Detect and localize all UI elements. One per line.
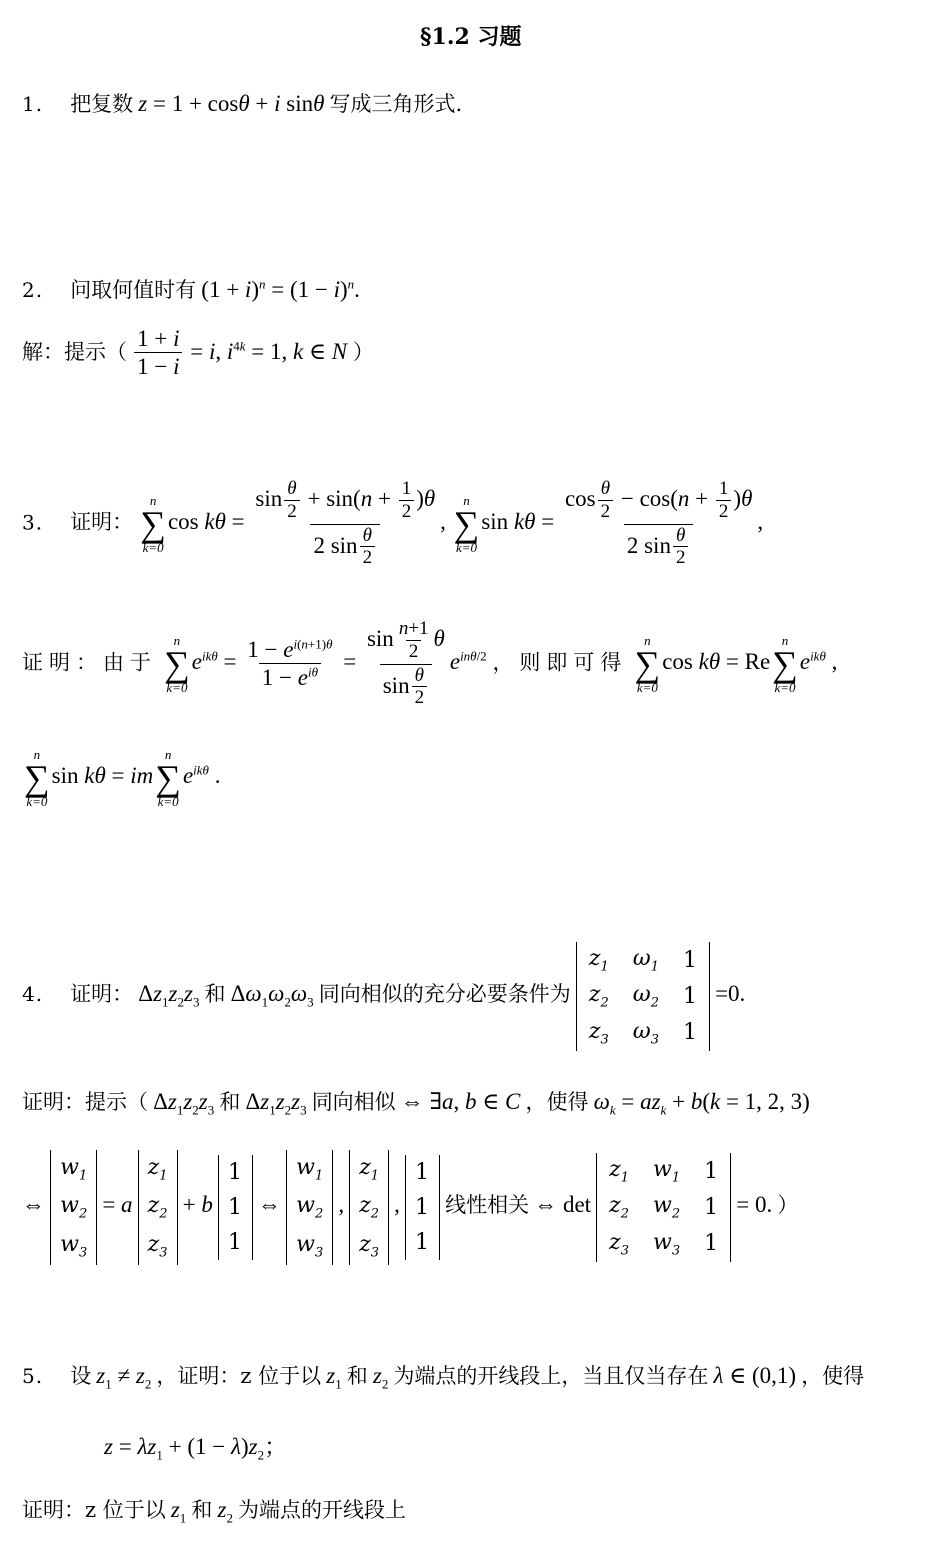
problem-2 [22, 274, 360, 304]
problem-number: 5. [22, 1364, 44, 1388]
proof-label: 证明：z 位于以 [22, 1498, 166, 1522]
problem-text: ，证明：z 位于以 [156, 1364, 322, 1388]
problem-text: ，使得 [801, 1364, 865, 1388]
matrix-z: $z_1$ $z_2$ $z_3$ [138, 1150, 178, 1265]
problem-text: 设 [70, 1364, 92, 1388]
page-title: §1.2 习题 [420, 24, 522, 50]
matrix-w: $w_1$ $w_2$ $w_3$ [50, 1150, 97, 1265]
formula: n ∑ k=0 cos kθ = Re n ∑ k=0 $e^{ik\theta}$ , [634, 633, 838, 696]
formula: $z_1 \ne z_2$ [96, 1363, 152, 1392]
formula: ⇔ [22, 1192, 45, 1218]
problem-3-proof [22, 618, 837, 710]
formula: $\Delta z_1z_2z_3$ [245, 1089, 307, 1118]
matrix-ones: 1 1 1 [405, 1155, 440, 1260]
proof-text: ，使得 [525, 1090, 589, 1114]
problem-text: 证明： [70, 982, 134, 1007]
formula: ⇔ [258, 1192, 282, 1218]
problem-5 [22, 1360, 864, 1393]
formula: ⇔ det [534, 1192, 592, 1218]
problem-text: 和 [346, 1364, 368, 1388]
formula: z = 1 + cosθ + i sinθ [138, 91, 325, 116]
problem-text: 问取何值时有 [70, 278, 197, 302]
formula: $\Delta z_1z_2z_3$ [138, 981, 200, 1010]
problem-text: 和 [204, 982, 226, 1007]
formula: , [338, 1192, 345, 1218]
matrix-z: $z_1$ $z_2$ $z_3$ [349, 1150, 389, 1265]
formula: $z_1$ [326, 1363, 342, 1392]
formula: ⇔ ∃a, b ∈ C [400, 1089, 521, 1114]
formula: $\omega_k = az_k + b(k = 1$, 2, 3) [593, 1089, 810, 1118]
problem-1 [22, 88, 462, 118]
determinant: $z_1$ $w_1$ 1 $z_2$ $w_2$ 1 $z_3$ $w_3$ 1 [596, 1153, 731, 1262]
problem-4-proof-cont [22, 1150, 798, 1265]
formula: $\frac{1 + i}{1 - i}$ = i, $i^{4k} = 1$, k ∈ N [132, 339, 353, 364]
problem-number: 3. [22, 510, 44, 535]
problem-4 [22, 942, 745, 1051]
problem-number: 1. [22, 92, 44, 116]
formula: $\Delta z_1z_2z_3$ [153, 1089, 215, 1118]
solution-close: ） [352, 339, 374, 364]
problem-3-proof-cont [22, 748, 220, 808]
problem-text: 同向相似的充分必要条件为 [318, 982, 571, 1007]
solution-label: 解：提示（ [22, 339, 127, 364]
formula: = 0. [736, 1192, 773, 1218]
formula: $z_2$ [372, 1363, 389, 1392]
proof-text: 为端点的开线段上 [238, 1498, 407, 1522]
formula: $z = \lambda z_1 + (1 - \lambda)z_2$； [104, 1434, 288, 1463]
problem-5-formula [104, 1428, 287, 1464]
proof-text: 同向相似 [311, 1090, 396, 1114]
proof-text: 线性相关 [445, 1193, 530, 1218]
formula: = a [102, 1192, 133, 1218]
formula: $z_2$ [217, 1497, 233, 1526]
formula: $(1 + i)^n = (1 - i)^n$. [201, 276, 360, 302]
problem-text: 为端点的开线段上，当且仅当存在 [393, 1364, 709, 1388]
proof-text: 和 [191, 1498, 213, 1522]
formula: $z_1$ [170, 1497, 187, 1526]
matrix-w: $w_1$ $w_2$ $w_3$ [286, 1150, 333, 1265]
problem-number: 4. [22, 982, 44, 1007]
formula: $\Delta\omega_1\omega_2\omega_3$ [230, 981, 314, 1010]
formula: , [394, 1192, 400, 1218]
formula: =0. [715, 981, 746, 1007]
proof-text: 和 [219, 1090, 241, 1114]
determinant: $z_1$ $\omega_1$ 1 $z_2$ $\omega_2$ 1 $z_3$ $\omega_3$ 1 [576, 942, 710, 1051]
problem-text: 证明： [70, 510, 134, 535]
formula: n ∑ k=0 cos kθ = sin $\frac{\theta}{2}$ + sin(n + $\frac{1}{2}$ )θ 2 sin $\frac{\theta}{2}$ , n ∑ k=0 sin kθ = cos $\frac{\theta}{2}$ − cos(n + $\frac{1}{2}$ )θ 2 sin $\frac{\theta}{2}$ , [140, 478, 764, 569]
formula: n ∑ k=0 sin kθ = im n ∑ k=0 $e^{ik\theta}$ . [24, 747, 221, 810]
formula: n ∑ k=0 $e^{ik\theta}$ = $\frac{1 - e^{i(n+1)\theta}}{1 - e^{i\theta}}$ = sin $\frac{n+1}{2}$ θ sin $\frac{\theta}{2}$ $e^{in\theta/2}$ [164, 618, 487, 709]
problem-3 [22, 478, 763, 570]
formula: + b [182, 1192, 213, 1218]
problem-text: 把复数 [70, 92, 134, 116]
problem-text: 写成三角形式. [329, 92, 463, 116]
proof-close: ） [777, 1193, 799, 1218]
proof-text: ，则即可得 [492, 650, 628, 675]
problem-4-proof [22, 1086, 810, 1119]
formula: λ ∈ (0,1) [713, 1363, 797, 1388]
matrix-ones: 1 1 1 [218, 1155, 253, 1260]
problem-5-proof [22, 1494, 406, 1527]
problem-number: 2. [22, 278, 44, 302]
proof-label: 证明：提示（ [22, 1090, 148, 1114]
problem-2-solution [22, 326, 374, 381]
proof-label: 证明：由于 [22, 650, 157, 675]
